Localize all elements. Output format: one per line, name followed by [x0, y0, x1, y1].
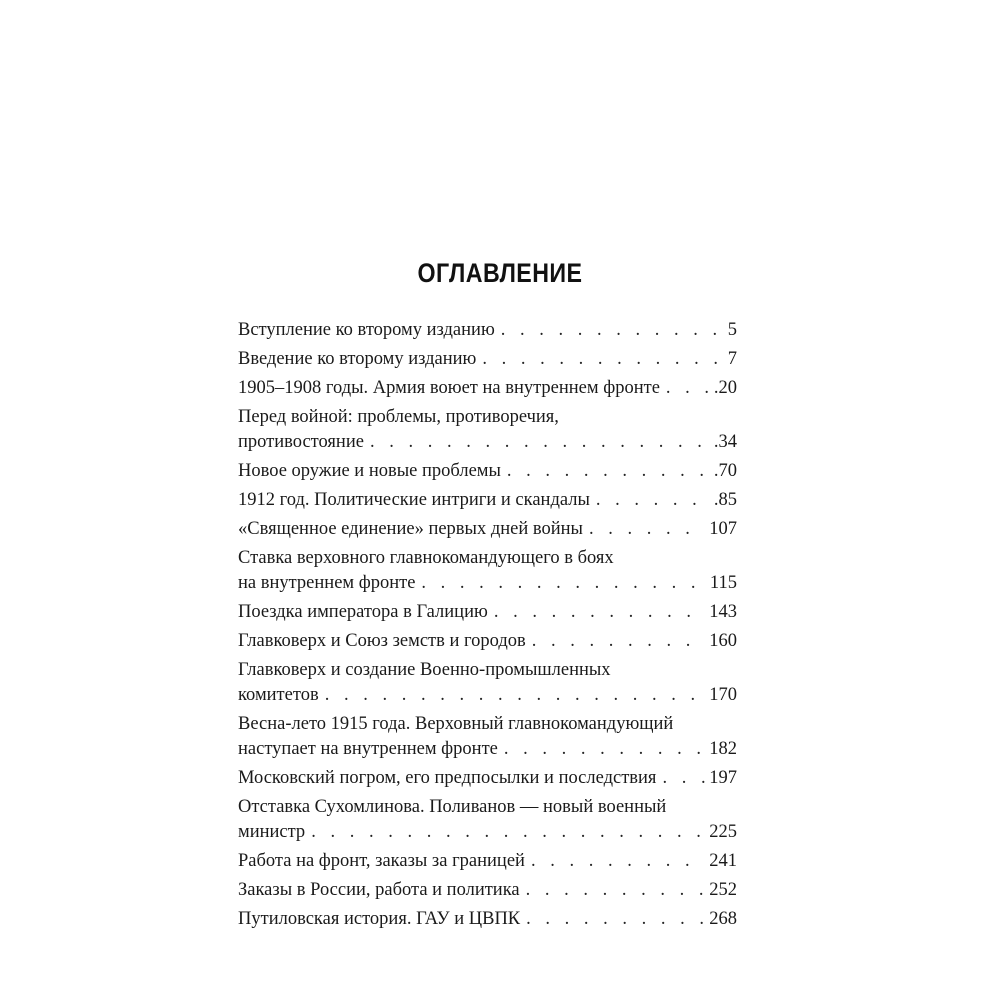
toc-entry-title-line: Весна-лето 1915 года. Верховный главнокомандующий — [238, 714, 674, 734]
table-of-contents — [238, 318, 737, 936]
toc-entry[interactable] — [238, 878, 737, 903]
dot-leader — [421, 571, 706, 596]
toc-entry[interactable] — [238, 849, 737, 874]
toc-entry-title-line: Московский погром, его предпосылки и последствия — [238, 768, 657, 788]
toc-entry[interactable] — [238, 405, 737, 455]
dot-leader — [482, 347, 723, 372]
dot-leader — [589, 517, 705, 542]
toc-entry[interactable] — [238, 347, 737, 372]
toc-entry-last-line — [238, 600, 737, 625]
toc-entry[interactable] — [238, 600, 737, 625]
dot-leader — [311, 820, 705, 845]
dot-leader — [370, 430, 710, 455]
toc-entry-page-number: 115 — [709, 573, 737, 593]
dot-leader — [504, 737, 705, 762]
toc-entry-last-line — [238, 571, 737, 596]
toc-entry-title-line: Работа на фронт, заказы за границей — [238, 851, 525, 871]
toc-entry-title-line: комитетов — [238, 685, 319, 705]
toc-entry-last-line — [238, 849, 737, 874]
toc-entry-title-line: Главковерх и Союз земств и городов — [238, 631, 526, 651]
dot-leader — [532, 629, 705, 654]
dot-leader — [662, 766, 705, 791]
toc-entry-title-line: Перед войной: проблемы, противоречия, — [238, 407, 559, 427]
toc-entry[interactable] — [238, 712, 737, 762]
toc-entry-title-line: противостояние — [238, 432, 364, 452]
toc-entry-last-line — [238, 376, 737, 401]
toc-entry-title-line: 1905–1908 годы. Армия воюет на внутреннем фронте — [238, 378, 660, 398]
toc-entry-last-line — [238, 907, 737, 932]
toc-entry-page-number: 197 — [709, 768, 737, 788]
toc-entry-page-number: 143 — [709, 602, 737, 622]
toc-entry-title-line: Поездка императора в Галицию — [238, 602, 488, 622]
toc-entry[interactable] — [238, 658, 737, 708]
toc-entry-title-line: Отставка Сухомлинова. Поливанов — новый военный — [238, 797, 667, 817]
toc-entry[interactable] — [238, 459, 737, 484]
toc-entry-title-line: Ставка верховного главнокомандующего в боях — [238, 548, 614, 568]
toc-entry-last-line — [238, 488, 737, 513]
toc-entry-page-number: 107 — [709, 519, 737, 539]
toc-entry-last-line — [238, 430, 737, 455]
toc-entry[interactable] — [238, 318, 737, 343]
toc-entry[interactable] — [238, 376, 737, 401]
toc-entry-page-number: 225 — [709, 822, 737, 842]
toc-entry-page-number: .70 — [713, 461, 737, 481]
toc-entry[interactable] — [238, 629, 737, 654]
toc-entry-last-line — [238, 820, 737, 845]
toc-entry-title-line: на внутреннем фронте — [238, 573, 416, 593]
toc-entry[interactable] — [238, 766, 737, 791]
toc-entry-last-line — [238, 629, 737, 654]
dot-leader — [494, 600, 705, 625]
toc-entry-page-number: .20 — [713, 378, 737, 398]
toc-entry[interactable] — [238, 517, 737, 542]
dot-leader — [666, 376, 710, 401]
toc-entry-last-line — [238, 737, 737, 762]
toc-entry-last-line — [238, 683, 737, 708]
toc-entry-page-number: 160 — [709, 631, 737, 651]
dot-leader — [526, 878, 706, 903]
toc-entry-page-number: 241 — [709, 851, 737, 871]
toc-entry-page-number: 5 — [727, 320, 737, 340]
toc-entry-title-line: министр — [238, 822, 306, 842]
dot-leader — [325, 683, 706, 708]
toc-entry-last-line — [238, 878, 737, 903]
toc-entry-page-number: .85 — [713, 490, 737, 510]
toc-entry-last-line — [238, 459, 737, 484]
toc-entry-page-number: .34 — [713, 432, 737, 452]
toc-entry[interactable] — [238, 795, 737, 845]
dot-leader — [507, 459, 710, 484]
toc-entry[interactable] — [238, 546, 737, 596]
toc-entry-last-line — [238, 766, 737, 791]
toc-entry-page-number: 170 — [709, 685, 737, 705]
dot-leader — [531, 849, 705, 874]
toc-entry-page-number: 182 — [709, 739, 737, 759]
toc-entry[interactable] — [238, 488, 737, 513]
toc-entry-last-line — [238, 347, 737, 372]
toc-entry[interactable] — [238, 907, 737, 932]
dot-leader — [596, 488, 710, 513]
toc-entry-title-line: «Священное единение» первых дней войны — [238, 519, 583, 539]
toc-entry-page-number: 7 — [727, 349, 737, 369]
toc-entry-page-number: 252 — [709, 880, 737, 900]
toc-entry-title-line: наступает на внутреннем фронте — [238, 739, 498, 759]
toc-entry-last-line — [238, 517, 737, 542]
dot-leader — [526, 907, 705, 932]
dot-leader — [501, 318, 724, 343]
toc-entry-title-line: Заказы в России, работа и политика — [238, 880, 520, 900]
page-title: ОГЛАВЛЕНИЕ — [417, 258, 583, 288]
toc-entry-title-line: Новое оружие и новые проблемы — [238, 461, 501, 481]
toc-entry-page-number: 268 — [709, 909, 737, 929]
toc-entry-title-line: Путиловская история. ГАУ и ЦВПК — [238, 909, 521, 929]
toc-entry-title-line: Введение ко второму изданию — [238, 349, 477, 369]
toc-entry-last-line — [238, 318, 737, 343]
toc-entry-title-line: 1912 год. Политические интриги и скандалы — [238, 490, 590, 510]
toc-entry-title-line: Вступление ко второму изданию — [238, 320, 495, 340]
toc-entry-title-line: Главковерх и создание Военно-промышленных — [238, 660, 611, 680]
